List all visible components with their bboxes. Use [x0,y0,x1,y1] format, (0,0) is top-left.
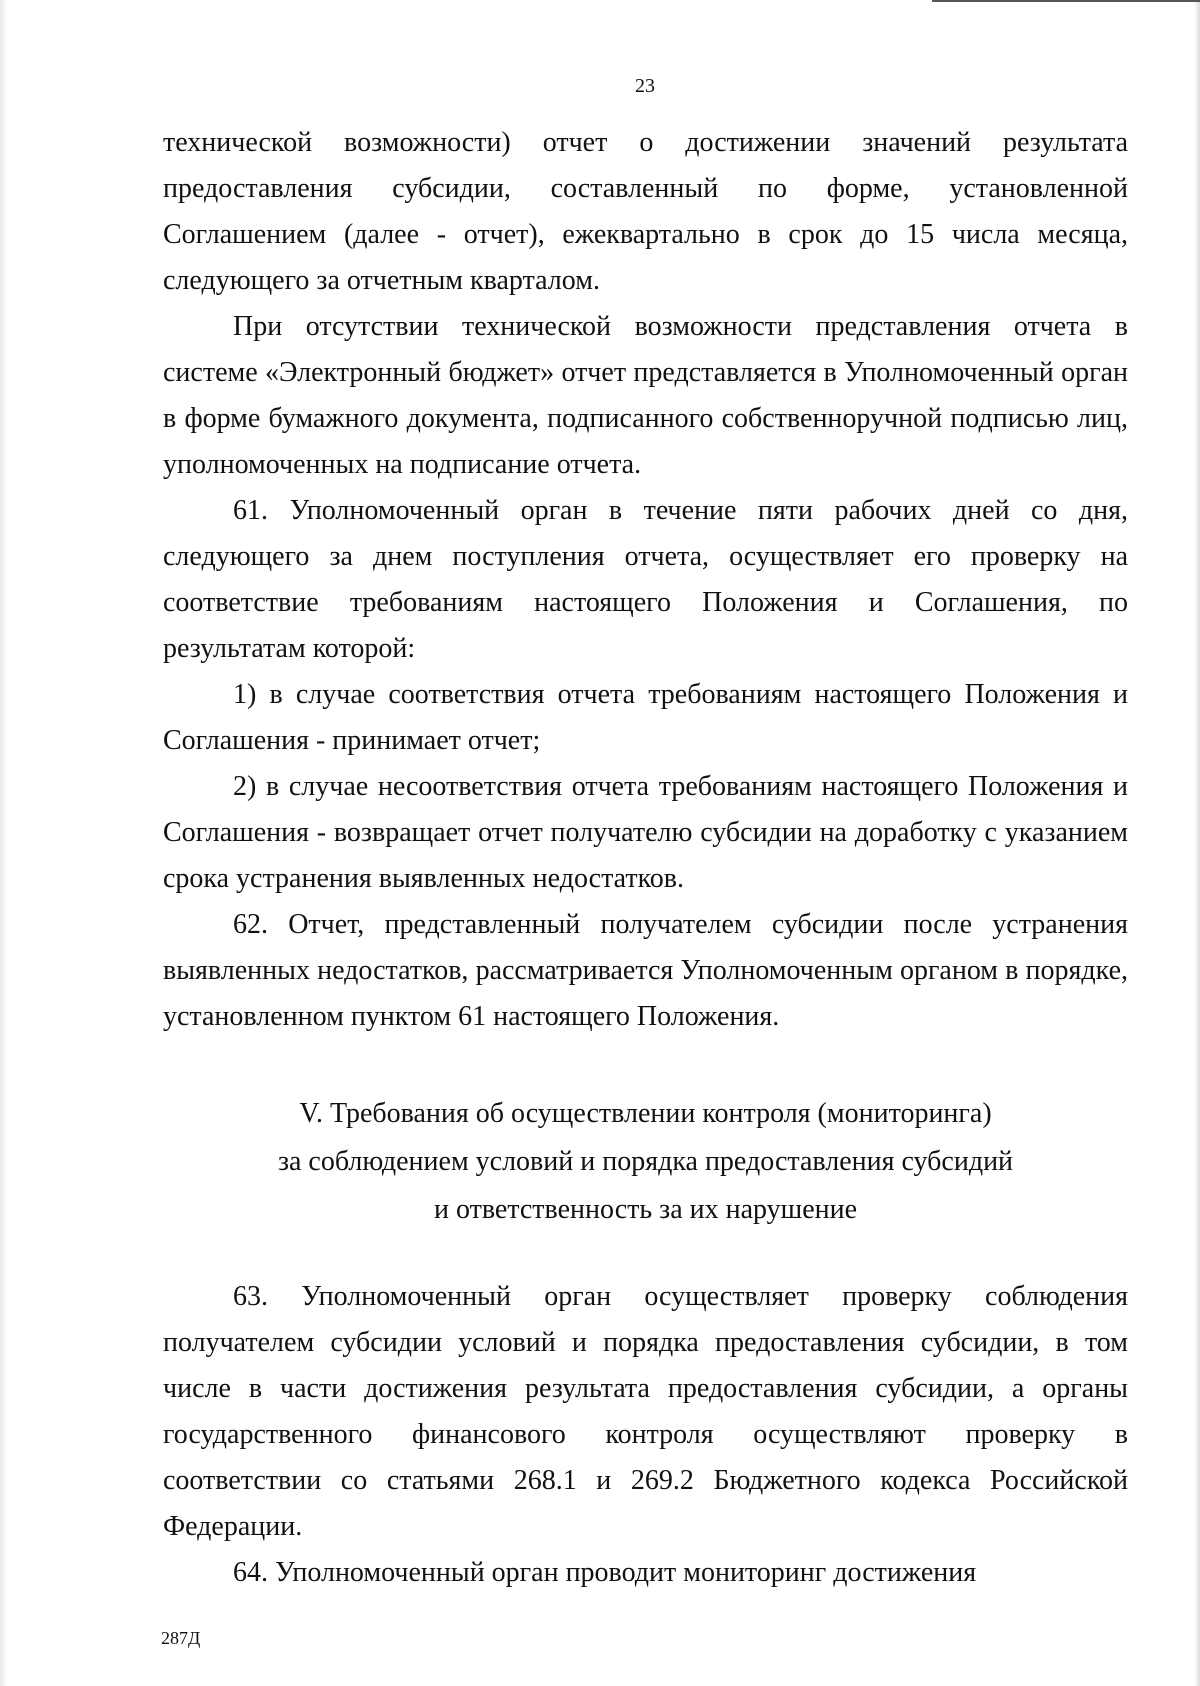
scan-top-line [932,0,1200,2]
paragraphs-after [163,1274,1128,1596]
paragraph: 61. Уполномоченный орган в течение пяти рабочих дней со дня, следующего за днем поступления отчета, осуществляет его проверку на соответствие требованиям настоящего Положения и Соглашения, по результатам которой: [163,495,1128,664]
section-title-line-3: и ответственность за их нарушение [433,1194,858,1225]
page-number: 23 [635,75,655,97]
document-code: 287Д [161,1628,201,1648]
section-title-line-2: за соблюдением условий и порядка предоставления субсидий [277,1146,1014,1177]
paragraph: 2) в случае несоответствия отчета требованиям настоящего Положения и Соглашения - возвращает отчет получателю субсидии на доработку с указанием срока устранения выявленных недостатков. [163,771,1128,894]
section-title [163,1090,1128,1234]
paragraph: 62. Отчет, представленный получателем субсидии после устранения выявленных недостатков, рассматривается Уполномоченным органом в порядке, установленном пунктом 61 настоящего Положения. [163,909,1128,1032]
scan-edge-left [0,0,7,1686]
paragraphs-before [163,120,1128,1040]
scan-edge-right [1194,0,1200,1686]
paragraph: 1) в случае соответствия отчета требованиям настоящего Положения и Соглашения - принимает отчет; [163,679,1128,756]
body-text [163,120,1128,1596]
paragraph: 64. Уполномоченный орган проводит мониторинг достижения [233,1557,977,1588]
paragraph: технической возможности) отчет о достижении значений результата предоставления субсидии, составленный по форме, установленной Соглашением (далее - отчет), ежеквартально в срок до 15 числа месяца, следующего за отчетным кварталом. [163,127,1128,296]
paragraph: 63. Уполномоченный орган осуществляет проверку соблюдения получателем субсидии условий и порядка предоставления субсидии, в том числе в части достижения результата предоставления субсидии, а органы государственного финансового контроля осуществляют проверку в соответствии со статьями 268.1 и 269.2 Бюджетного кодекса Российской Федерации. [163,1281,1128,1542]
paragraph: При отсутствии технической возможности представления отчета в системе «Электронный бюджет» отчет представляется в Уполномоченный орган в форме бумажного документа, подписанного собственноручной подписью лиц, уполномоченных на подписание отчета. [163,311,1128,480]
section-title-line-1: V. Требования об осуществлении контроля (мониторинга) [299,1098,992,1129]
